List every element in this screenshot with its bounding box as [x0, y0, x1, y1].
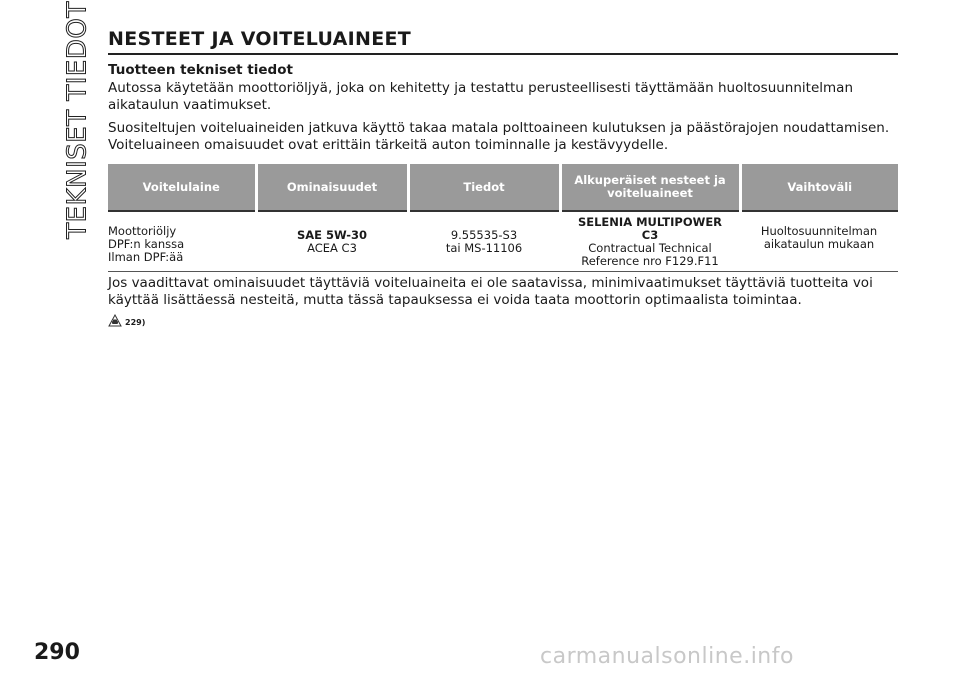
usage-line: DPF:n kanssa [108, 237, 185, 251]
warning-car-icon [108, 314, 122, 327]
interval-line: Huoltosuunnitelman [760, 224, 878, 238]
section-side-tab [56, 1, 100, 239]
oil-grade: SAE 5W-30 [297, 228, 367, 242]
watermark: carmanualsonline.info [540, 644, 794, 669]
usage-line: Ilman DPF:ää [108, 250, 184, 264]
product-reference: Reference nro F129.F11 [581, 254, 719, 268]
usage-line: Moottoriöljy [108, 224, 177, 238]
oil-spec: ACEA C3 [307, 241, 357, 255]
page-content [108, 28, 898, 327]
availability-note: Jos vaadittavat ominaisuudet täyttäviä voiteluaineita ei ole saatavissa, minimivaatimukset täyttäviä tuotteita voi käyttää lisättäessä nesteitä, mutta tässä tapauksessa ei voida taata moottorin optimaalista toimintaa. [108, 275, 873, 308]
product-reference: Contractual Technical [588, 241, 712, 255]
table-cell-properties [256, 211, 408, 272]
table-header: Tiedot [408, 164, 560, 211]
table-header: Ominaisuudet [256, 164, 408, 211]
paragraph-2: Suositeltujen voiteluaineiden jatkuva käyttö takaa matala polttoaineen kulutuksen ja päästörajojen noudattamisen. Voiteluaineen omaisuudet ovat erittäin tärkeitä auton toiminnalle ja kestävyydelle. [108, 120, 890, 153]
page-number: 290 [34, 640, 80, 665]
warning-reference [108, 314, 898, 327]
data-line: 9.55535-S3 [450, 228, 518, 242]
table-cell-product [560, 211, 740, 272]
table-cell-interval [740, 211, 898, 272]
reference-number: 229) [125, 318, 146, 327]
interval-line: aikataulun mukaan [763, 237, 875, 251]
data-line: tai MS-11106 [445, 241, 523, 255]
table-header: Vaihtoväli [740, 164, 898, 211]
paragraph-1: Autossa käytetään moottoriöljyä, joka on kehitetty ja testattu perusteellisesti täyttämään huoltosuunnitelman aikataulun vaatimukset. [108, 80, 853, 113]
section-side-tab-label: TEKNISET TIEDOT [63, 1, 93, 239]
lubricant-spec-table [108, 164, 898, 272]
page-title: NESTEET JA VOITELUAINEET [108, 28, 898, 55]
section-subtitle: Tuotteen tekniset tiedot [108, 62, 293, 78]
product-name: C3 [641, 228, 659, 242]
table-cell-data [408, 211, 560, 272]
table-header: Alkuperäiset nesteet ja voiteluaineet [560, 164, 740, 211]
table-header: Voitelulaine [108, 164, 256, 211]
table-row [108, 211, 898, 272]
table-cell-usage [108, 211, 256, 272]
table-header-row [108, 164, 898, 211]
product-name: SELENIA MULTIPOWER [577, 215, 723, 229]
